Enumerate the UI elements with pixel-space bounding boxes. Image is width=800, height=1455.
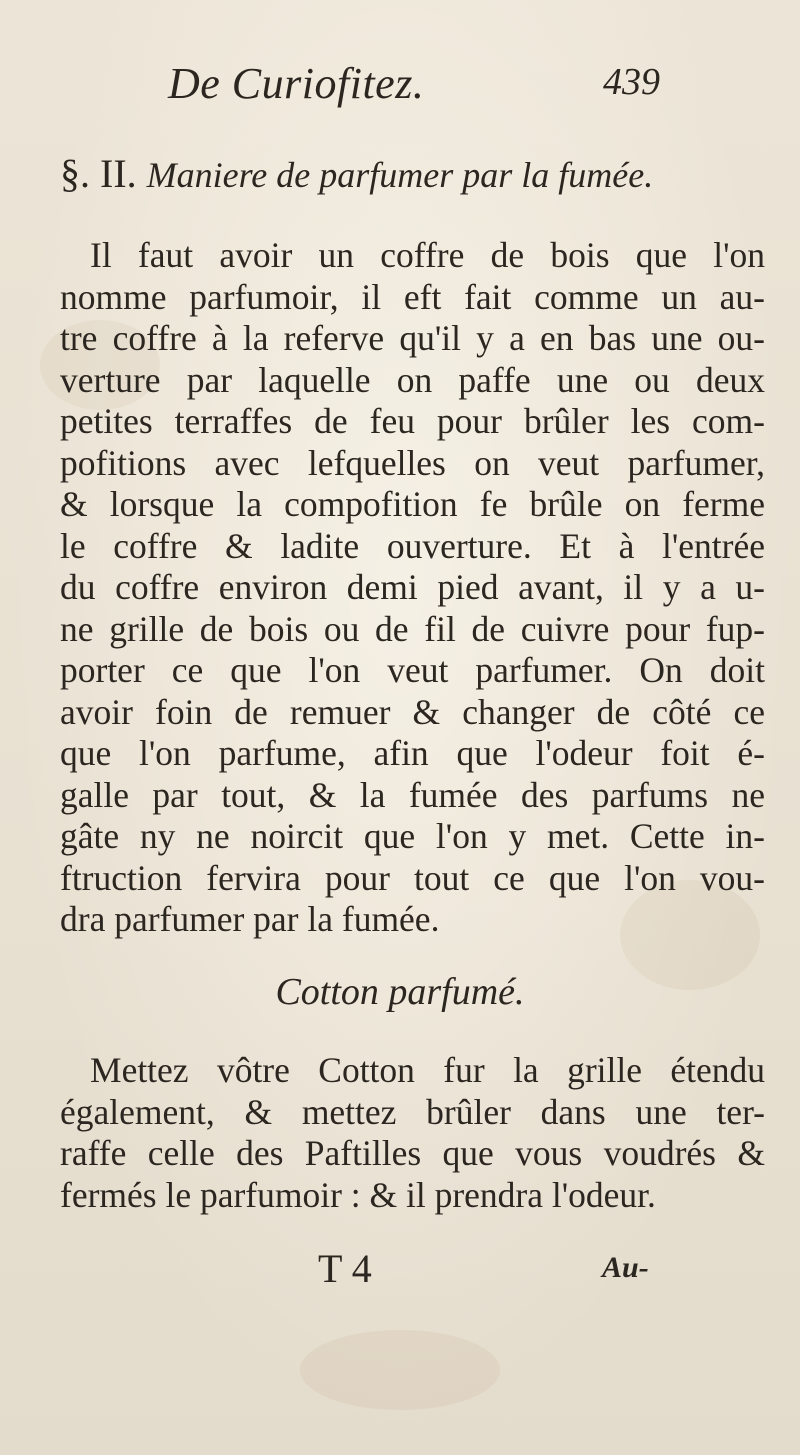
text-line: du coffre environ demi pied avant, il y a u- — [60, 567, 765, 607]
text-line: que l'on parfume, afin que l'odeur foit é- — [60, 733, 765, 773]
section-title: Maniere de parfumer par la fumée. — [146, 155, 654, 195]
text-line: Mettez vôtre Cotton fur la grille étendu — [90, 1050, 765, 1090]
page-footer — [0, 1245, 800, 1295]
paper-stain — [300, 1330, 500, 1410]
signature-mark: T 4 — [318, 1246, 372, 1291]
running-title: De Curiofitez. — [168, 59, 425, 108]
text-line: galle par tout, & la fumée des parfums ne — [60, 774, 765, 815]
text-line: également, & mettez brûler dans une ter- — [60, 1091, 765, 1132]
paragraph-cotton — [60, 1050, 765, 1216]
text-line: verture par laquelle on paffe une ou deux — [60, 359, 765, 400]
text-line: porter ce que l'on veut parfumer. On doit — [60, 650, 765, 690]
section-heading — [60, 150, 760, 197]
text-line: dra parfumer par la fumée. — [60, 899, 440, 939]
text-line: & lorsque la compofition fe brûle on ferme — [60, 484, 765, 524]
text-line: tre coffre à la referve qu'il y a en bas une ou- — [60, 318, 765, 358]
page-number: 439 — [603, 61, 660, 103]
subheading-cotton: Cotton parfumé. — [275, 971, 525, 1013]
text-line: nomme parfumoir, il eft fait comme un au- — [60, 276, 765, 317]
text-line: petites terraffes de feu pour brûler les com- — [60, 401, 765, 441]
text-line: raffe celle des Paftilles que vous voudrés & — [60, 1133, 765, 1173]
text-line: fermés le parfumoir : & il prendra l'odeur. — [60, 1174, 656, 1215]
text-line: avoir foin de remuer & changer de côté ce — [60, 691, 765, 732]
text-line: le coffre & ladite ouverture. Et à l'entrée — [60, 525, 765, 566]
running-head — [160, 58, 680, 118]
text-line: pofitions avec lefquelles on veut parfumer, — [60, 442, 765, 483]
text-line: Il faut avoir un coffre de bois que l'on — [90, 235, 765, 275]
section-number: §. II. — [60, 151, 137, 196]
catchword: Au- — [602, 1251, 649, 1284]
text-line: gâte ny ne noircit que l'on y met. Cette in- — [60, 816, 765, 856]
paragraph-smoke-perfuming — [60, 235, 765, 941]
text-line: ftruction fervira pour tout ce que l'on vou- — [60, 857, 765, 898]
text-line: ne grille de bois ou de fil de cuivre pour fup- — [60, 608, 765, 649]
